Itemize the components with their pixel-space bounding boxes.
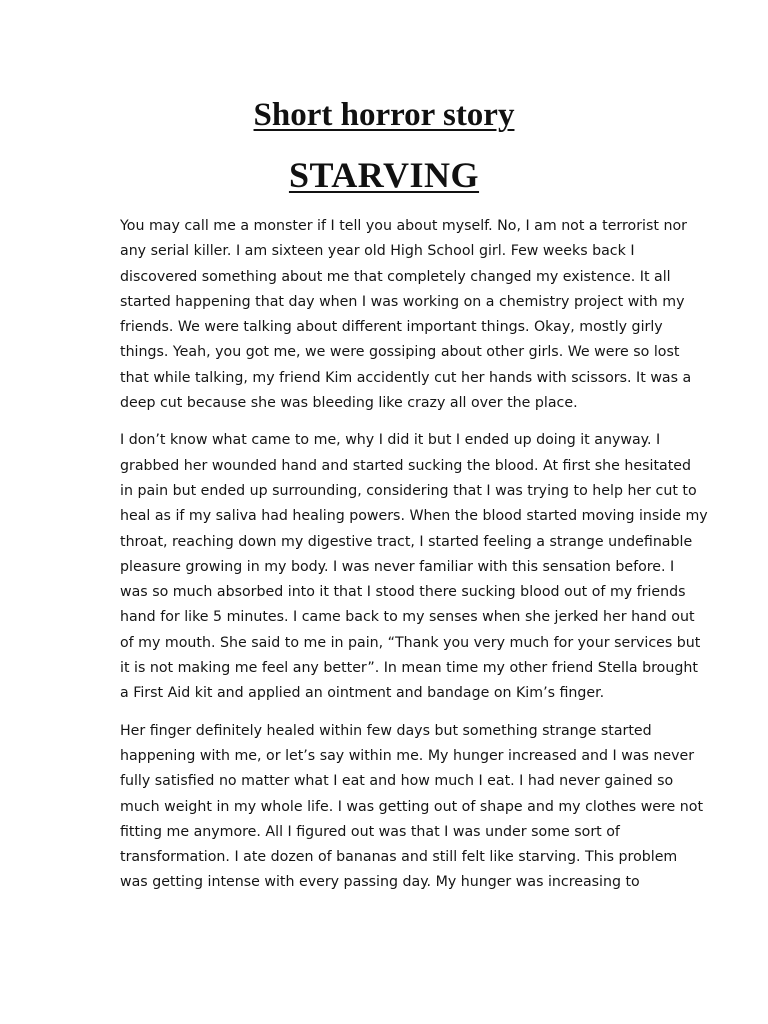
text-line: in pain but ended up surrounding, considering that I was trying to help her cut to (120, 482, 697, 499)
text-line: it is not making me feel any better”. In mean time my other friend Stella brought (120, 660, 698, 677)
text-line: much weight in my whole life. I was getting out of shape and my clothes were not (120, 798, 704, 815)
text-line: of my mouth. She said to me in pain, “Thank you very much for your services but (120, 634, 701, 651)
text-line: any serial killer. I am sixteen year old High School girl. Few weeks back I (120, 243, 635, 260)
story-title: STARVING (288, 155, 480, 195)
text-line: throat, reaching down my digestive tract, I started feeling a strange undefinable (120, 533, 693, 550)
text-line: that while talking, my friend Kim accidently cut her hands with scissors. It was a (120, 369, 692, 386)
text-line: Her finger definitely healed within few days but something strange started (120, 722, 652, 739)
text-line: fully satisfied no matter what I eat and how much I eat. I had never gained so (120, 773, 674, 790)
paragraph-1 (120, 214, 692, 416)
text-line: started happening that day when I was working on a chemistry project with my (120, 293, 685, 310)
text-line: heal as if my saliva had healing powers. When the blood started moving inside my (120, 508, 708, 525)
text-line: I don’t know what came to me, why I did it but I ended up doing it anyway. I (120, 432, 661, 449)
text-line: transformation. I ate dozen of bananas and still felt like starving. This problem (120, 849, 678, 866)
text-line: hand for like 5 minutes. I came back to my senses when she jerked her hand out (120, 609, 695, 626)
text-line: deep cut because she was bleeding like crazy all over the place. (120, 395, 578, 412)
text-line: was getting intense with every passing day. My hunger was increasing to (120, 874, 640, 891)
text-line: happening with me, or let’s say within me. My hunger increased and I was never (120, 747, 695, 764)
text-line: grabbed her wounded hand and started sucking the blood. At first she hesitated (120, 457, 692, 474)
text-line: You may call me a monster if I tell you about myself. No, I am not a terrorist nor (120, 218, 687, 234)
story-body (120, 214, 708, 908)
text-line: a First Aid kit and applied an ointment and bandage on Kim’s finger. (120, 685, 605, 702)
paragraph-3 (120, 719, 704, 896)
document-title: Short horror story (253, 97, 515, 133)
text-line: pleasure growing in my body. I was never familiar with this sensation before. I (120, 558, 675, 575)
paragraph-2 (120, 428, 708, 706)
text-line: fitting me anymore. All I figured out was that I was under some sort of (120, 823, 620, 840)
text-line: was so much absorbed into it that I stood there sucking blood out of my friends (120, 584, 686, 601)
text-line: friends. We were talking about different important things. Okay, mostly girly (120, 319, 663, 336)
text-line: things. Yeah, you got me, we were gossiping about other girls. We were so lost (120, 344, 680, 361)
text-line: discovered something about me that completely changed my existence. It all (120, 268, 671, 285)
